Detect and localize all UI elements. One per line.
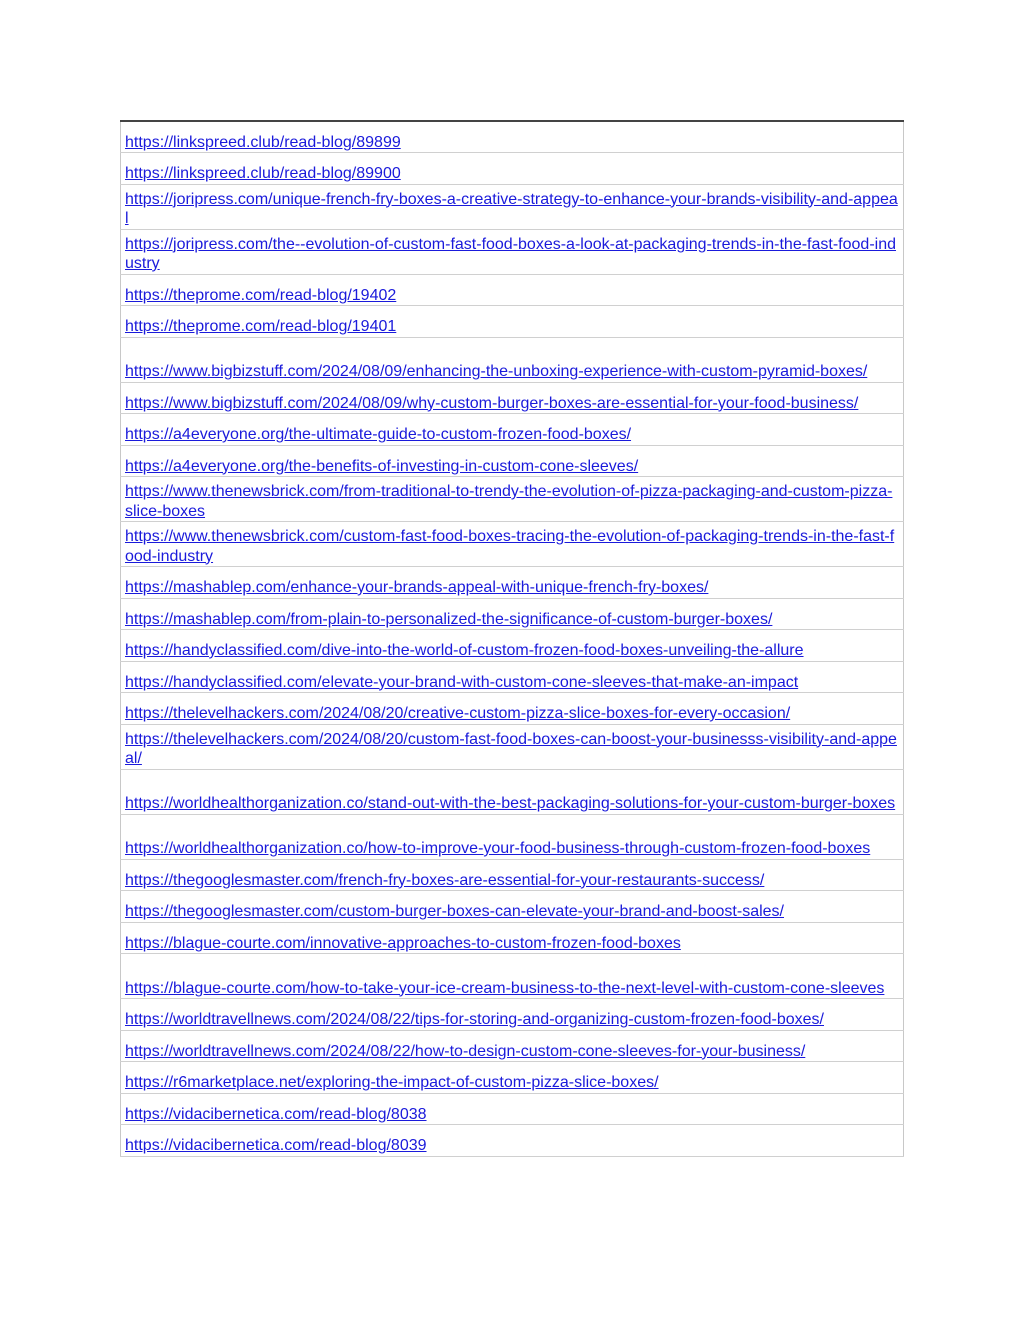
table-cell xyxy=(121,567,904,599)
table-row xyxy=(121,306,904,338)
table-cell xyxy=(121,922,904,954)
table-row xyxy=(121,414,904,446)
table-row xyxy=(121,891,904,923)
table-cell xyxy=(121,337,904,382)
link[interactable]: https://thelevelhackers.com/2024/08/20/creative-custom-pizza-slice-boxes-for-every-occasion/ xyxy=(125,705,791,722)
link[interactable]: https://blague-courte.com/innovative-approaches-to-custom-frozen-food-boxes xyxy=(125,934,681,952)
table-cell xyxy=(121,274,904,306)
table-row xyxy=(121,598,904,630)
table-row xyxy=(121,661,904,693)
table-row xyxy=(121,922,904,954)
link[interactable]: https://handyclassified.com/dive-into-the-world-of-custom-frozen-food-boxes-unveiling-the-allure xyxy=(125,642,804,659)
link[interactable]: https://joripress.com/the--evolution-of-custom-fast-food-boxes-a-look-at-packaging-trends-in-the-fast-food-industry xyxy=(125,235,896,272)
link[interactable]: https://mashablep.com/enhance-your-brands-appeal-with-unique-french-fry-boxes/ xyxy=(125,579,709,596)
table-row xyxy=(121,693,904,725)
table-row xyxy=(121,1030,904,1062)
link[interactable]: https://www.thenewsbrick.com/custom-fast-food-boxes-tracing-the-evolution-of-packaging-trends-in-the-fast-food-industry xyxy=(125,528,895,565)
link[interactable]: https://thelevelhackers.com/2024/08/20/custom-fast-food-boxes-can-boost-your-businesss-visibility-and-appeal/ xyxy=(125,730,897,767)
table-cell xyxy=(121,954,904,999)
table-cell xyxy=(121,229,904,274)
table-cell xyxy=(121,1125,904,1157)
table-row xyxy=(121,1062,904,1094)
table-cell xyxy=(121,1030,904,1062)
table-cell xyxy=(121,153,904,185)
table-cell xyxy=(121,522,904,567)
table-row xyxy=(121,121,904,153)
table-row xyxy=(121,274,904,306)
table-cell xyxy=(121,661,904,693)
table-cell xyxy=(121,598,904,630)
link[interactable]: https://worldhealthorganization.co/how-to-improve-your-food-business-through-custom-frozen-food-boxes xyxy=(125,840,871,857)
table-cell xyxy=(121,306,904,338)
table-cell xyxy=(121,814,904,859)
table-cell xyxy=(121,769,904,814)
link[interactable]: https://worldtravellnews.com/2024/08/22/how-to-design-custom-cone-sleeves-for-your-business/ xyxy=(125,1042,806,1060)
link[interactable]: https://mashablep.com/from-plain-to-personalized-the-significance-of-custom-burger-boxes/ xyxy=(125,610,773,628)
table-cell xyxy=(121,477,904,522)
link[interactable]: https://www.bigbizstuff.com/2024/08/09/why-custom-burger-boxes-are-essential-for-your-food-business/ xyxy=(125,394,859,412)
link[interactable]: https://www.bigbizstuff.com/2024/08/09/enhancing-the-unboxing-experience-with-custom-pyramid-boxes/ xyxy=(125,363,868,380)
table-cell xyxy=(121,859,904,891)
link[interactable]: https://handyclassified.com/elevate-your-brand-with-custom-cone-sleeves-that-make-an-impact xyxy=(125,673,799,691)
table-row xyxy=(121,859,904,891)
table-row xyxy=(121,999,904,1031)
table-row xyxy=(121,814,904,859)
table-cell xyxy=(121,414,904,446)
table-row xyxy=(121,630,904,662)
table-row xyxy=(121,153,904,185)
link[interactable]: https://joripress.com/unique-french-fry-boxes-a-creative-strategy-to-enhance-your-brands-visibility-and-appeal xyxy=(125,190,898,227)
link[interactable]: https://thegooglesmaster.com/french-fry-boxes-are-essential-for-your-restaurants-success/ xyxy=(125,871,765,889)
table-row xyxy=(121,382,904,414)
link[interactable]: https://vidacibernetica.com/read-blog/8038 xyxy=(125,1105,427,1123)
link[interactable]: https://vidacibernetica.com/read-blog/8039 xyxy=(125,1137,427,1154)
link[interactable]: https://worldtravellnews.com/2024/08/22/tips-for-storing-and-organizing-custom-frozen-food-boxes/ xyxy=(125,1011,824,1028)
table-row xyxy=(121,522,904,567)
link[interactable]: https://linkspreed.club/read-blog/89899 xyxy=(125,133,401,151)
table-cell xyxy=(121,121,904,153)
link[interactable]: https://theprome.com/read-blog/19401 xyxy=(125,318,397,335)
link[interactable]: https://r6marketplace.net/exploring-the-impact-of-custom-pizza-slice-boxes/ xyxy=(125,1074,659,1091)
table-row xyxy=(121,1093,904,1125)
link[interactable]: https://theprome.com/read-blog/19402 xyxy=(125,286,397,304)
table-row xyxy=(121,184,904,229)
table-cell xyxy=(121,1062,904,1094)
link[interactable]: https://linkspreed.club/read-blog/89900 xyxy=(125,165,401,182)
link-table xyxy=(120,120,904,1157)
table-cell xyxy=(121,382,904,414)
table-row xyxy=(121,567,904,599)
table-row xyxy=(121,1125,904,1157)
link[interactable]: https://worldhealthorganization.co/stand-out-with-the-best-packaging-solutions-for-your-custom-burger-boxes xyxy=(125,795,896,812)
link[interactable]: https://blague-courte.com/how-to-take-your-ice-cream-business-to-the-next-level-with-custom-cone-sleeves xyxy=(125,979,885,997)
table-cell xyxy=(121,445,904,477)
link[interactable]: https://thegooglesmaster.com/custom-burger-boxes-can-elevate-your-brand-and-boost-sales/ xyxy=(125,903,784,920)
table-cell xyxy=(121,184,904,229)
table-cell xyxy=(121,999,904,1031)
link[interactable]: https://a4everyone.org/the-ultimate-guide-to-custom-frozen-food-boxes/ xyxy=(125,426,632,443)
table-row xyxy=(121,769,904,814)
table-cell xyxy=(121,891,904,923)
table-row xyxy=(121,954,904,999)
link[interactable]: https://a4everyone.org/the-benefits-of-investing-in-custom-cone-sleeves/ xyxy=(125,457,639,475)
table-cell xyxy=(121,630,904,662)
table-cell xyxy=(121,1093,904,1125)
table-cell xyxy=(121,724,904,769)
table-row xyxy=(121,229,904,274)
table-row xyxy=(121,337,904,382)
table-row xyxy=(121,445,904,477)
table-row xyxy=(121,477,904,522)
link[interactable]: https://www.thenewsbrick.com/from-traditional-to-trendy-the-evolution-of-pizza-packaging-and-custom-pizza-slice-boxes xyxy=(125,483,893,520)
table-cell xyxy=(121,693,904,725)
table-row xyxy=(121,724,904,769)
